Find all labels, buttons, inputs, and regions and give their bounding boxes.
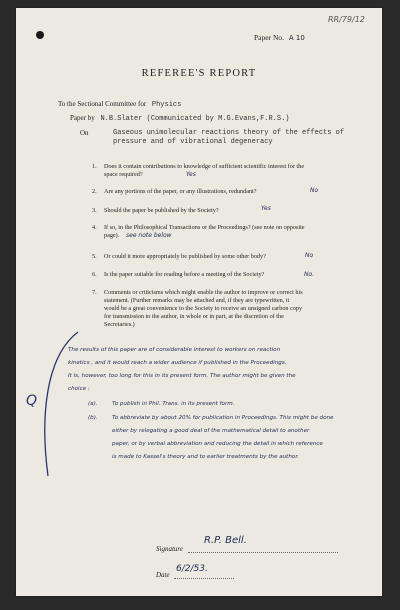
answer-4: see note below bbox=[126, 232, 172, 239]
committee-line bbox=[58, 100, 181, 109]
option-b-line-4: is made to Kassel's theory and to earlier treatments by the author. bbox=[112, 454, 299, 460]
option-a-text: To publish in Phil. Trans. in its present form. bbox=[112, 401, 235, 407]
paper-by-value: N.B.Slater (Communicated by M.G.Evans,F.R.S.) bbox=[100, 115, 290, 123]
question-3: 3. Should the paper be published by the Society? Yes bbox=[92, 205, 271, 214]
answer-5: No bbox=[305, 252, 314, 259]
committee-value: Physics bbox=[151, 101, 182, 109]
paper-number bbox=[254, 33, 305, 42]
paper-by-line bbox=[70, 114, 289, 123]
answer-6: No. bbox=[304, 271, 315, 278]
answer-1: Yes bbox=[186, 171, 196, 178]
paper-title-line-1: Gaseous unimolecular reactions theory of the effects of bbox=[113, 129, 345, 137]
page-title: REFEREE'S REPORT bbox=[141, 68, 257, 79]
paper-title-line-2: pressure and of vibrational degeneracy bbox=[113, 138, 273, 146]
comment-line-1: The results of this paper are of considerable interest to workers on reaction bbox=[68, 347, 281, 353]
option-b-line-2: either by relegating a good deal of the mathematical detail to another bbox=[112, 428, 310, 434]
question-1: 1. Does it contain contributions to knowledge of sufficient scientific interest for the space required? Yes bbox=[92, 163, 305, 178]
option-b-line-1: To abbreviate by about 20% for publication in Proceedings. This might be done bbox=[112, 415, 334, 421]
comment-line-2: kinetics , and it would reach a wider audience if published in the Proceedings. bbox=[68, 360, 287, 366]
question-2: 2. Are any portions of the paper, or any illustrations, redundant? No bbox=[92, 187, 319, 195]
question-4: 4. If so, in the Philosophical Transactions or the Proceedings? (see note on opposite page). see note below bbox=[92, 224, 305, 239]
paper-by-label: Paper by bbox=[70, 114, 95, 122]
date-label: Date bbox=[156, 571, 170, 579]
on-label: On bbox=[80, 129, 89, 137]
answer-2: No bbox=[310, 187, 319, 194]
option-b-label: (b). bbox=[88, 415, 98, 421]
signature-line bbox=[188, 552, 338, 553]
option-b-line-3: paper, or by verbal abbreviation and reducing the detail in which reference bbox=[112, 441, 323, 447]
margin-q-mark: Q bbox=[26, 393, 38, 409]
comment-line-3: It is, however, too long for this in its present form. The author might be given the bbox=[68, 373, 296, 379]
date-line bbox=[174, 578, 234, 579]
option-a-label: (a). bbox=[88, 401, 98, 407]
punch-hole bbox=[36, 31, 44, 39]
paper-number-value: A 10 bbox=[288, 34, 305, 42]
date-value: 6/2/53. bbox=[176, 564, 208, 574]
question-6: 6. Is the paper suitable for reading before a meeting of the Society? No. bbox=[92, 271, 315, 278]
answer-3: Yes bbox=[261, 205, 271, 212]
reference-mark: RR/79/12 bbox=[328, 15, 365, 24]
comment-line-4: choice : bbox=[68, 386, 90, 392]
question-7: 7. Comments or criticisms which might enable the author to improve or correct his statement. (Further remarks may be attached and, if they are typewritten, it would be a great convenience to the Society to receive an unsigned carbon copy for transmission to the author, in whole or in part, at the discretion of the Secretaries.) bbox=[92, 289, 303, 328]
signature-value: R.P. Bell. bbox=[204, 535, 247, 546]
signature-label: Signature bbox=[156, 545, 183, 553]
committee-label: To the Sectional Committee for bbox=[58, 100, 147, 108]
question-5: 5. Or could it more appropriately be published by some other body? No bbox=[92, 252, 314, 260]
report-sheet bbox=[16, 8, 382, 596]
paper-number-label: Paper No. bbox=[254, 33, 284, 42]
